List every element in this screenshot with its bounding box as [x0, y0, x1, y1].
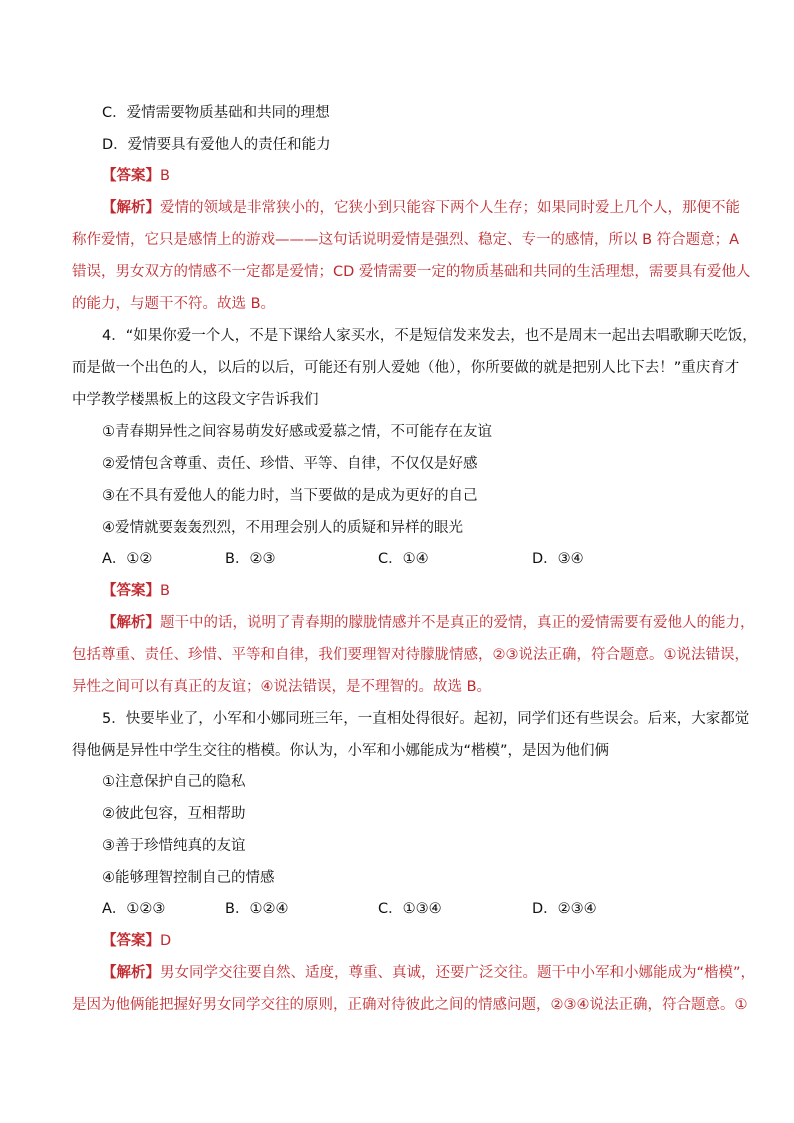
option-d: D．③④ [532, 551, 584, 567]
answer-label: 【答案】 [102, 933, 160, 949]
q5-analysis-line-2: 是因为他俩能把握好男女同学交往的原则，正确对待彼此之间的情感问题，②③④说法正确，符合题意。① [72, 997, 748, 1013]
q4-analysis-line-3: 异性之间可以有真正的友谊；④说法错误，是不理智的。故选 B。 [72, 679, 492, 695]
q4-stem-line-2: 而是做一个出色的人，以后的以后，可能还有别人爱她（他），你所要做的就是把别人比下去！”重庆育才 [72, 360, 740, 376]
answer-label: 【答案】 [102, 583, 160, 599]
analysis-text: 男女同学交往要自然、适度，尊重、真诚，还要广泛交往。题干中小军和小娜能成为“楷模”， [160, 965, 756, 981]
option-a: A．①②③ [102, 901, 166, 917]
q3-option-c: C．爱情需要物质基础和共同的理想 [102, 105, 330, 121]
option-a: A．①② [102, 551, 153, 567]
option-b: B．②③ [225, 551, 276, 567]
answer-label: 【答案】 [102, 168, 160, 184]
q5-item-2: ②彼此包容，互相帮助 [102, 806, 246, 822]
q4-analysis-line-2: 包括尊重、责任、珍惜、平等和自律，我们要理智对待朦胧情感，②③说法正确，符合题意。①说法错误， [72, 647, 749, 663]
q5-item-3: ③善于珍惜纯真的友谊 [102, 838, 246, 854]
q5-stem-line-2: 得他俩是异性中学生交往的楷模。你认为，小军和小娜能成为“楷模”，是因为他们俩 [72, 743, 610, 759]
q5-stem-line-1: 5．快要毕业了，小军和小娜同班三年，一直相处得很好。起初，同学们还有些误会。后来，大家都觉 [102, 711, 750, 727]
q3-option-d: D．爱情要具有爱他人的责任和能力 [102, 137, 331, 153]
analysis-text: 题干中的话，说明了青春期的朦胧情感并不是真正的爱情，真正的爱情需要有爱他人的能力， [160, 615, 755, 631]
q5-item-4: ④能够理智控制自己的情感 [102, 870, 275, 886]
q5-analysis-line-1 [102, 963, 762, 983]
q3-analysis-line-4: 的能力，与题干不符。故选 B。 [72, 296, 276, 312]
analysis-label: 【解析】 [102, 200, 160, 216]
option-b: B．①②④ [225, 901, 289, 917]
q3-answer [102, 166, 762, 186]
q4-item-4: ④爱情就要轰轰烈烈，不用理会别人的质疑和异样的眼光 [102, 520, 463, 536]
q4-item-3: ③在不具有爱他人的能力时，当下要做的是成为更好的自己 [102, 488, 478, 504]
answer-value: D [160, 933, 172, 949]
q5-item-1: ①注意保护自己的隐私 [102, 774, 246, 790]
q3-analysis-line-2: 称作爱情，它只是感情上的游戏———这句话说明爱情是强烈、稳定、专一的感情，所以 B 符合题意；A [72, 232, 740, 248]
option-d: D．②③④ [532, 901, 597, 917]
answer-value: B [160, 583, 170, 599]
q4-analysis-line-1 [102, 613, 762, 633]
q4-item-2: ②爱情包含尊重、责任、珍惜、平等、自律，不仅仅是好感 [102, 456, 478, 472]
q4-answer [102, 581, 762, 601]
q4-item-1: ①青春期异性之间容易萌发好感或爱慕之情，不可能存在友谊 [102, 424, 492, 440]
q4-stem-line-3: 中学教学楼黑板上的这段文字告诉我们 [72, 392, 319, 408]
analysis-text: 爱情的领域是非常狭小的，它狭小到只能容下两个人生存；如果同时爱上几个人，那便不能 [160, 200, 740, 216]
q3-analysis-line-1 [102, 198, 762, 218]
analysis-label: 【解析】 [102, 965, 160, 981]
q3-analysis-line-3: 错误，男女双方的情感不一定都是爱情；CD 爱情需要一定的物质基础和共同的生活理想，需要具有爱他人 [72, 264, 751, 280]
q4-stem-line-1: 4．“如果你爱一个人，不是下课给人家买水，不是短信发来发去，也不是周末一起出去唱歌聊天吃饭， [102, 328, 757, 344]
answer-value: B [160, 168, 170, 184]
q5-answer [102, 931, 762, 951]
analysis-label: 【解析】 [102, 615, 160, 631]
option-c: C．①③④ [378, 901, 442, 917]
option-c: C．①④ [378, 551, 429, 567]
